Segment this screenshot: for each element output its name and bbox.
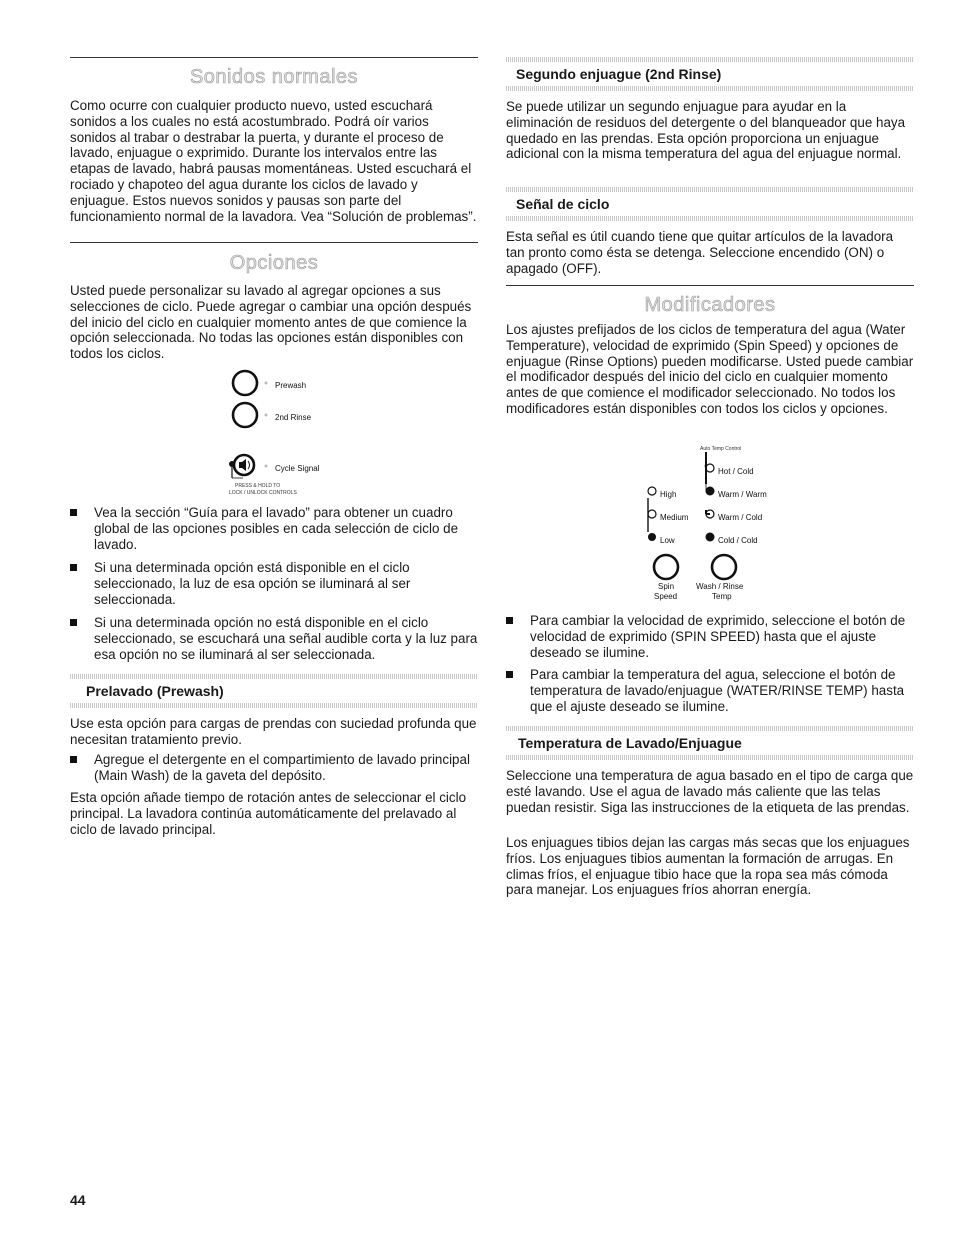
- bullet-square-icon: [70, 619, 77, 626]
- sonidos-heading: Sonidos normales: [189, 66, 359, 88]
- bullet-square-icon: [70, 509, 77, 516]
- temperatura-paragraph-2: Los enjuagues tibios dejan las cargas más secas que los enjuagues fríos. Los enjuagues tibios aumentan la formación de arrugas. En climas fríos, el enjuague tibio hace que la ropa sea más cómoda para manejar. Los enjuagues fríos ahorran energía.: [506, 835, 910, 898]
- prelavado-paragraph-1: Use esta opción para cargas de prendas con suciedad profunda que necesitan tratamiento previo.: [70, 716, 477, 747]
- opciones-bullet-1: [70, 505, 478, 555]
- temperatura-heading: Temperatura de Lavado/Enjuague: [518, 735, 742, 751]
- lock-unlock-label: LOCK / UNLOCK CONTROLS: [229, 490, 297, 496]
- spin-label: Spin: [658, 582, 675, 591]
- sonidos-paragraph: Como ocurre con cualquier producto nuevo, usted escuchará sonidos a los cuales no está acostumbrado. Podrá oír varios sonidos al trabar o destrabar la puerta, y durante el proceso de lavado, enjuague o exprimido. Durante los intervalos entre las etapas de lavado, habrá pausas momentáneas. Usted escuchará el rociado y chapoteo del agua durante los ciclos de lavado y enjuague. Estos nuevos sonidos y pausas son parte del funcionamiento normal de la lavadora. Vea “Solución de problemas”.: [70, 98, 477, 224]
- temperatura-bottom-band: [506, 755, 914, 760]
- temp-label: Temp: [712, 592, 732, 601]
- low-label: Low: [660, 536, 675, 545]
- auto-temp-label: Auto Temp Control: [700, 446, 742, 452]
- modificadores-bullet-2-text: Para cambiar la temperatura del agua, seleccione el botón de temperatura de lavado/enjuague (WATER/RINSE TEMP) hasta que el ajuste deseado se ilumine.: [530, 667, 905, 714]
- hot-cold-label: Hot / Cold: [718, 467, 754, 476]
- opciones-bullet-2-text: Si una determinada opción está disponible en el ciclo seleccionado, la luz de esa opción se iluminará al ser seleccionada.: [94, 560, 411, 607]
- wash-rinse-label: Wash / Rinse: [696, 582, 744, 591]
- senal-paragraph: Esta señal es útil cuando tiene que quitar artículos de la lavadora tan pronto como ésta se detenga. Seleccione encendido (ON) o apagado (OFF).: [506, 229, 894, 276]
- temperatura-paragraph-1: Seleccione una temperatura de agua basado en el tipo de carga que esté lavando. Use el agua de lavado más caliente que las telas puedan resistir. Siga las instrucciones de la etiqueta de las prendas.: [506, 768, 914, 815]
- prelavado-heading: Prelavado (Prewash): [86, 683, 224, 699]
- press-hold-label: PRESS & HOLD TO: [235, 483, 281, 489]
- modificadores-top-rule: [506, 285, 914, 286]
- senal-heading: Señal de ciclo: [516, 196, 610, 212]
- opciones-bullet-3: [70, 615, 478, 665]
- opciones-bullet-1-text: Vea la sección “Guía para el lavado” para obtener un cuadro global de las opciones posibles en cada selección de ciclo de lavado.: [94, 505, 459, 552]
- page-number: 44: [70, 1192, 86, 1208]
- prelavado-paragraph-2: Esta opción añade tiempo de rotación antes de seleccionar el ciclo principal. La lavadora continúa automáticamente del prelavado al ciclo de lavado principal.: [70, 790, 467, 837]
- speed-label: Speed: [654, 592, 678, 601]
- medium-label: Medium: [660, 513, 689, 522]
- bullet-square-icon: [70, 756, 77, 763]
- opciones-top-rule: [70, 242, 478, 243]
- opciones-heading: Opciones: [229, 252, 319, 274]
- warm-cold-label: Warm / Cold: [718, 513, 763, 522]
- high-label: High: [660, 490, 677, 499]
- opciones-bullet-2: [70, 560, 478, 610]
- 2nd-rinse-label: 2nd Rinse: [275, 413, 312, 422]
- segundo-paragraph: Se puede utilizar un segundo enjuague para ayudar en la eliminación de residuos del detergente o del blanqueador que haya quedado en las prendas. Esta opción proporciona un enjuague adicional con la misma temperatura del agua del enjuague normal.: [506, 99, 906, 162]
- prewash-label: Prewash: [275, 381, 307, 390]
- cycle-signal-label: Cycle Signal: [275, 464, 320, 473]
- modifiers-panel-illustration: [640, 440, 770, 605]
- opciones-bullet-3-text: Si una determinada opción no está disponible en el ciclo seleccionado, se escuchará una señal audible corta y la luz para esa opción no se iluminará al ser seleccionada.: [94, 615, 478, 662]
- modificadores-bullet-1-text: Para cambiar la velocidad de exprimido, seleccione el botón de velocidad de exprimido (SPIN SPEED) hasta que el ajuste deseado se ilumine.: [530, 613, 906, 660]
- prelavado-top-band: [70, 674, 478, 679]
- modificadores-paragraph: Los ajustes prefijados de los ciclos de temperatura del agua (Water Temperature), velocidad de exprimido (Spin Speed) y opciones de enjuague (Rinse Options) pueden modificarse. Usted puede cambiar el modificador después del inicio del ciclo en cualquier momento antes de que comience el modificador seleccionado. No todos los modificadores están disponibles con todos los ciclos y opciones.: [506, 322, 914, 416]
- senal-bottom-band: [506, 216, 914, 221]
- modificadores-bullet-1: [506, 613, 914, 663]
- cold-cold-label: Cold / Cold: [718, 536, 758, 545]
- bullet-square-icon: [506, 671, 513, 678]
- prelavado-bottom-band: [70, 703, 478, 708]
- segundo-heading: Segundo enjuague (2nd Rinse): [516, 66, 722, 82]
- segundo-bottom-band: [506, 86, 914, 91]
- prelavado-bullet-text: Agregue el detergente en el compartimiento de lavado principal (Main Wash) de la gaveta del depósito.: [94, 752, 470, 783]
- options-panel-illustration: [225, 368, 355, 498]
- temperatura-top-band: [506, 726, 914, 731]
- modificadores-bullet-2: [506, 667, 914, 717]
- segundo-top-band: [506, 57, 914, 62]
- prelavado-bullet: [70, 752, 478, 786]
- bullet-square-icon: [506, 617, 513, 624]
- opciones-paragraph: Usted puede personalizar su lavado al agregar opciones a sus selecciones de ciclo. Puede agregar o cambiar una opción después del inicio del ciclo en cualquier momento antes de que comience la opción seleccionada. No todas las opciones están disponibles con todos los ciclos.: [70, 283, 472, 362]
- modificadores-heading: Modificadores: [644, 294, 776, 316]
- senal-top-band: [506, 187, 914, 192]
- sonidos-top-rule: [70, 57, 478, 58]
- warm-warm-label: Warm / Warm: [718, 490, 767, 499]
- bullet-square-icon: [70, 564, 77, 571]
